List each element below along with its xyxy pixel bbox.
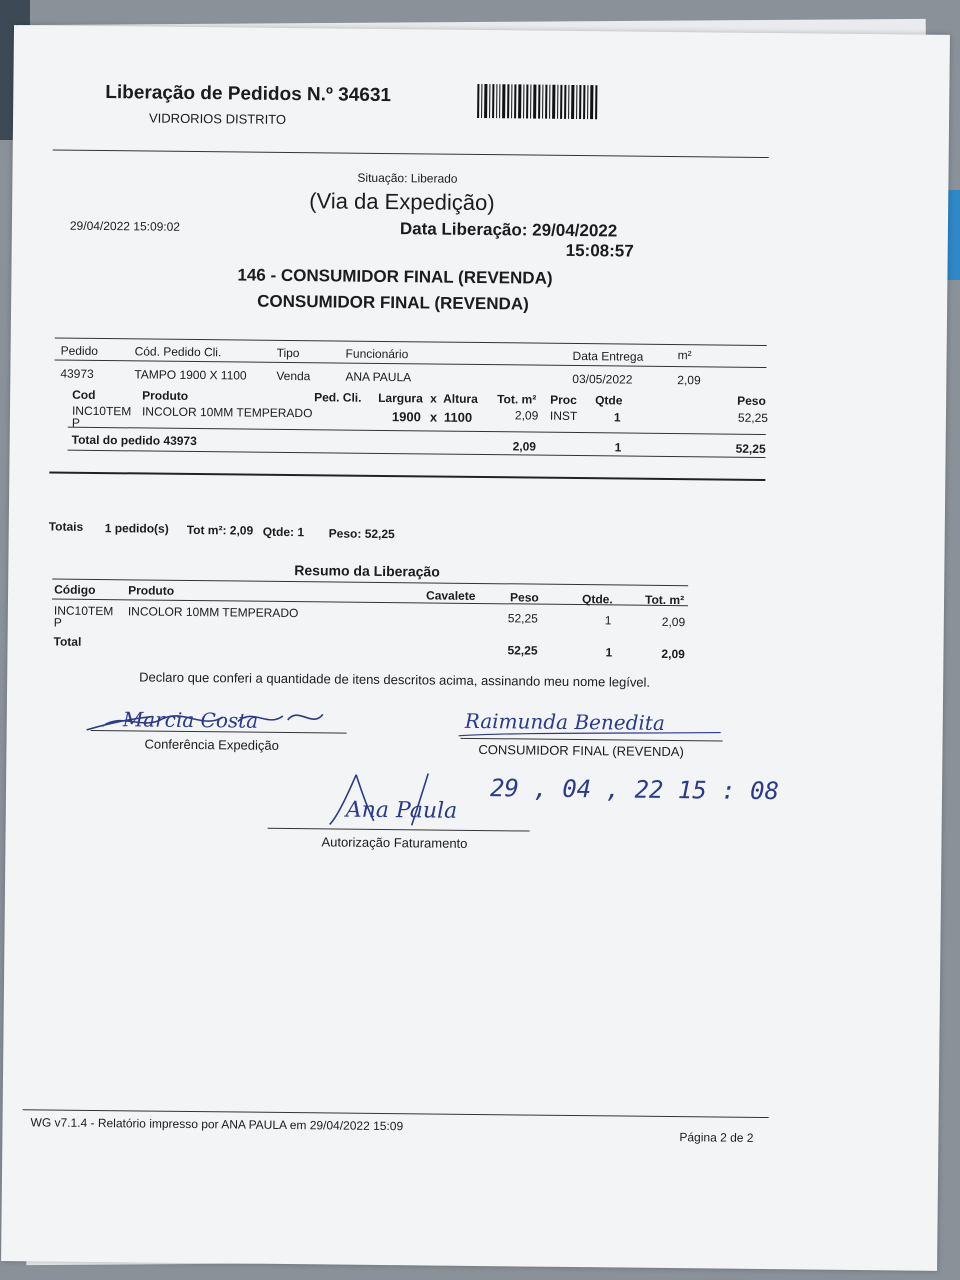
footer-print-info: WG v7.1.4 - Relatório impresso por ANA PAULA em 29/04/2022 15:09 [30,1115,404,1134]
item-col-cod: Cod [72,387,96,402]
conferencia-signature [83,700,333,743]
item-code: INC10TEM [71,403,132,419]
header-divider [53,150,769,158]
item-tot-m2: 2,09 [514,408,539,423]
item-col-tot-m2: Tot. m² [497,392,537,407]
release-date: Data Liberação: 29/04/2022 [399,219,618,241]
summary-col-produto: Produto [128,583,175,598]
item-altura: 1100 [443,409,473,425]
order-m2: 2,09 [677,373,701,388]
summary-col-qtde: Qtde. [581,592,613,607]
summary-total-peso: 52,25 [507,643,538,658]
item-col-proc: Proc [550,392,577,408]
declaration-text: Declaro que conferi a quantidade de itens descritos acima, assinando meu nome legível. [139,669,651,690]
item-col-peso: Peso [737,393,766,408]
totals-m2: Tot m²: 2,09 [186,522,254,538]
summary-peso: 52,25 [507,611,538,626]
client-line-1: 146 - CONSUMIDOR FINAL (REVENDA) [237,265,553,288]
summary-col-cavalete: Cavalete [426,588,476,603]
document-page [1,25,950,1271]
order-total-bottom-rule [68,450,766,458]
item-col-altura: Altura [443,391,478,406]
page-number: Página 2 de 2 [679,1130,754,1145]
summary-col-tot-m2: Tot. m² [644,592,685,608]
item-code-cont: P [71,415,80,430]
order-funcionario: ANA PAULA [345,369,412,385]
autorizacao-signature [316,768,517,830]
item-largura: 1900 [391,409,421,425]
autorizacao-signature-text: Ana Paula [345,797,458,824]
printed-timestamp: 29/04/2022 15:09:02 [69,218,181,234]
order-total-m2: 2,09 [512,439,537,454]
totals-peso: Peso: 52,25 [328,526,395,542]
totals-pedidos: 1 pedido(s) [104,521,169,536]
col-pedido: Pedido [60,343,99,358]
barcode [477,84,599,119]
page-title: Liberação de Pedidos N.º 34631 [105,82,392,107]
cliente-label: CONSUMIDOR FINAL (REVENDA) [478,742,684,760]
item-col-qtde: Qtde [595,393,623,408]
via-label: (Via da Expedição) [309,188,495,216]
summary-title: Resumo da Liberação [294,562,440,580]
col-data-entrega: Data Entrega [572,348,644,364]
item-product: INCOLOR 10MM TEMPERADO [141,404,313,421]
item-col-largura: Largura [378,390,423,406]
order-data-entrega: 03/05/2022 [572,371,633,387]
summary-total-qtde: 1 [605,645,613,660]
item-col-x: x [430,391,437,406]
order-total-label: Total do pedido 43973 [71,432,197,449]
order-tipo: Venda [276,368,311,384]
summary-col-codigo: Código [54,582,96,597]
col-cod-pedido-cli: Cód. Pedido Cli. [134,344,222,360]
summary-product: INCOLOR 10MM TEMPERADO [127,604,299,621]
order-number: 43973 [60,366,94,381]
item-proc: INST [549,408,578,424]
order-total-qtde: 1 [614,440,622,455]
totals-label: Totais [48,519,84,534]
cliente-signature-text: Raimunda Benedita [464,708,665,735]
summary-code: INC10TEM [53,603,114,619]
item-col-ped-cli: Ped. Cli. [314,390,362,405]
summary-total-tot-m2: 2,09 [661,646,685,662]
conferencia-label: Conferência Expedição [144,736,279,753]
summary-total-label: Total [53,634,82,649]
item-col-produto: Produto [142,388,189,403]
summary-code-cont: P [53,615,62,630]
order-total-peso: 52,25 [735,441,766,456]
summary-qtde: 1 [604,613,612,628]
handwritten-date [486,766,780,813]
col-tipo: Tipo [276,345,300,361]
autorizacao-label: Autorização Faturamento [321,834,468,851]
order-section-end-rule [49,471,765,480]
summary-tot-m2: 2,09 [661,614,686,630]
item-peso: 52,25 [737,410,769,426]
col-funcionario: Funcionário [345,346,409,362]
client-line-2: CONSUMIDOR FINAL (REVENDA) [257,291,529,314]
totals-qtde: Qtde: 1 [262,524,305,540]
company-name: VIDRORIOS DISTRITO [148,110,287,127]
col-m2: m² [677,348,692,363]
item-qtde: 1 [613,410,621,425]
order-cod-cli: TAMPO 1900 X 1100 [134,367,247,383]
release-time: 15:08:57 [565,240,634,261]
summary-col-peso: Peso [509,590,539,605]
status-text: Situação: Liberado [357,170,458,186]
handwritten-date-text: 29 , 04 , 22 15 : 08 [489,774,780,806]
conferencia-signature-text: Marcia Costa [122,707,259,733]
item-x: x [429,409,438,425]
